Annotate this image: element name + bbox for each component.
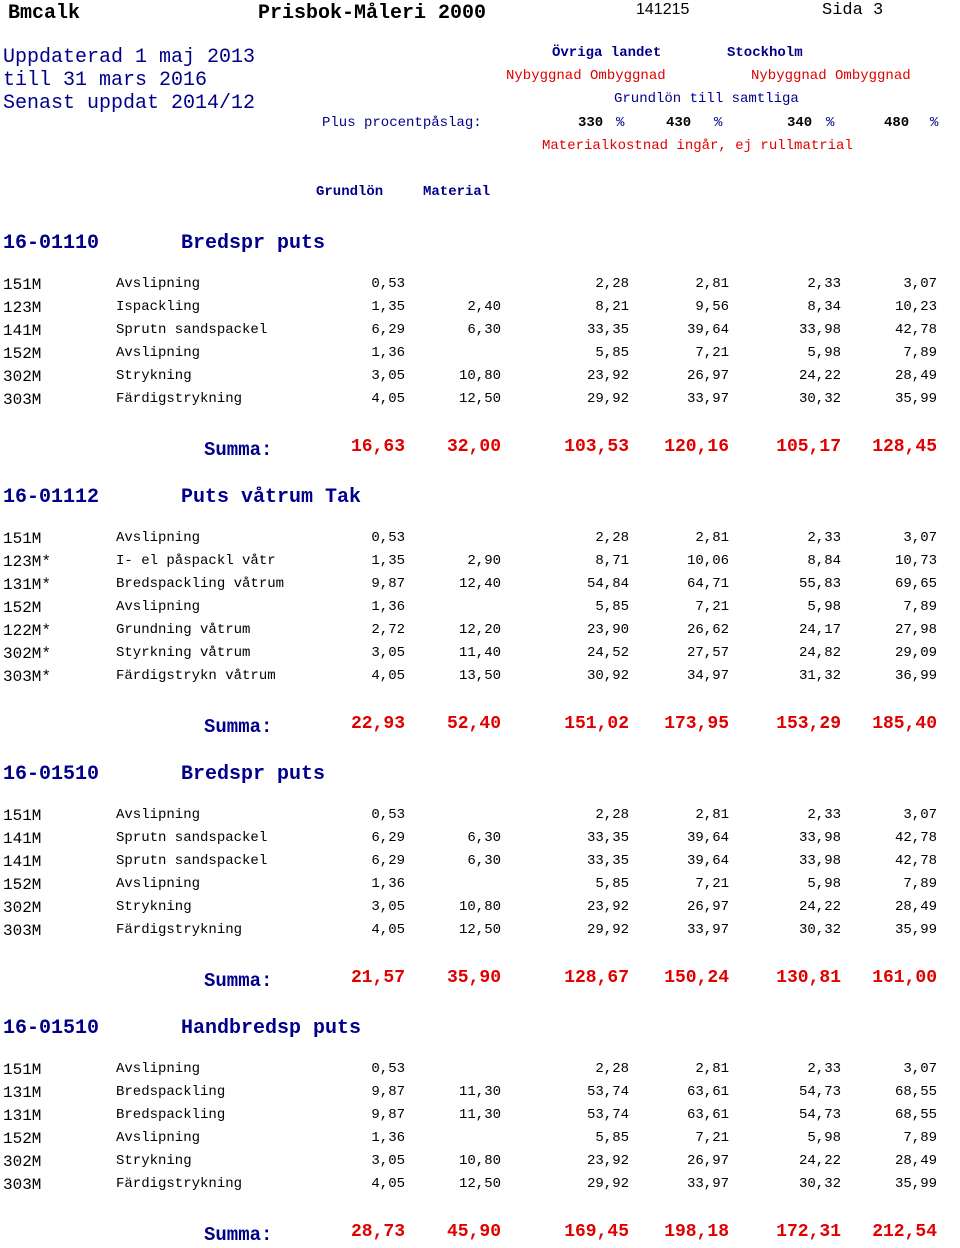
sum-ovriga-ombyggnad: 150,24	[664, 968, 729, 988]
pct-value-2: 430	[666, 115, 692, 131]
page-header	[0, 0, 960, 28]
stockholm-ombyggnad-price: 35,99	[894, 922, 937, 938]
stockholm-nybyggnad-price: 8,34	[807, 299, 841, 315]
ovriga-nybyggnad-price: 5,85	[595, 1130, 629, 1146]
material-value: 11,30	[458, 1107, 501, 1123]
item-description: Strykning	[116, 899, 192, 915]
ovriga-nybyggnad-price: 33,35	[586, 322, 629, 338]
ovriga-nybyggnad-price: 2,28	[595, 807, 629, 823]
stockholm-nybyggnad-price: 31,32	[798, 668, 841, 684]
ovriga-ombyggnad-price: 7,21	[695, 345, 729, 361]
stockholm-nybyggnad-price: 5,98	[807, 345, 841, 361]
stockholm-ombyggnad-price: 7,89	[903, 345, 937, 361]
grundlon-value: 4,05	[371, 391, 405, 407]
sum-material: 45,90	[446, 1222, 501, 1242]
ovriga-nybyggnad-price: 33,35	[586, 853, 629, 869]
item-description: Färdigstrykn våtrum	[116, 668, 276, 684]
material-note: Materialkostnad ingår, ej rullmatrial	[542, 138, 853, 154]
stockholm-ombyggnad-price: 28,49	[894, 368, 937, 384]
item-description: Sprutn sandspackel	[116, 853, 268, 869]
ovriga-ombyggnad-price: 26,97	[686, 1153, 729, 1169]
table-row	[0, 368, 960, 391]
item-description: Färdigstrykning	[116, 922, 243, 938]
item-description: Avslipning	[116, 530, 201, 546]
grundlon-value: 1,35	[371, 553, 405, 569]
stockholm-ombyggnad-price: 29,09	[894, 645, 937, 661]
stockholm-nybyggnad-price: 8,84	[807, 553, 841, 569]
grundlon-value: 2,72	[371, 622, 405, 638]
grundlon-value: 1,36	[371, 1130, 405, 1146]
pct-value-1: 330	[578, 115, 604, 131]
table-row	[0, 599, 960, 622]
stockholm-nybyggnad-price: 33,98	[798, 853, 841, 869]
pct-sign-4: %	[930, 115, 939, 131]
stockholm-ombyggnad-price: 35,99	[894, 1176, 937, 1192]
ovriga-nybyggnad-price: 23,90	[586, 622, 629, 638]
item-code: 303M*	[3, 668, 52, 686]
stockholm-nybyggnad-price: 2,33	[807, 530, 841, 546]
document-code: 141215	[636, 1, 690, 18]
material-value: 10,80	[458, 899, 501, 915]
section-id: 16-01510	[3, 1017, 100, 1040]
grundlon-value: 9,87	[371, 576, 405, 592]
table-row	[0, 899, 960, 922]
item-description: Strykning	[116, 368, 192, 384]
region-ovriga: Övriga landet	[552, 45, 662, 61]
material-value: 6,30	[467, 853, 501, 869]
stockholm-nybyggnad-price: 5,98	[807, 876, 841, 892]
section-summary	[0, 968, 960, 994]
stockholm-ombyggnad-price: 3,07	[903, 807, 937, 823]
table-row	[0, 345, 960, 368]
ovriga-nybyggnad-price: 5,85	[595, 345, 629, 361]
ovriga-ombyggnad-price: 26,62	[686, 622, 729, 638]
item-description: Avslipning	[116, 876, 201, 892]
ovriga-ombyggnad-price: 7,21	[695, 876, 729, 892]
stockholm-ombyggnad-price: 68,55	[894, 1107, 937, 1123]
sum-material: 35,90	[446, 968, 501, 988]
sum-grundlon: 22,93	[350, 714, 405, 734]
ovriga-ombyggnad-price: 7,21	[695, 1130, 729, 1146]
item-code: 303M	[3, 922, 42, 940]
ovriga-ombyggnad-price: 2,81	[695, 276, 729, 292]
section-summary	[0, 1222, 960, 1248]
summa-label: Summa:	[204, 439, 273, 461]
ovriga-nybyggnad-price: 8,71	[595, 553, 629, 569]
stockholm-ombyggnad-price: 42,78	[894, 322, 937, 338]
ovriga-nybyggnad-price: 54,84	[586, 576, 629, 592]
item-code: 152M	[3, 345, 42, 363]
grundlon-value: 0,53	[371, 1061, 405, 1077]
stockholm-nybyggnad-price: 2,33	[807, 1061, 841, 1077]
ovriga-nybyggnad-price: 23,92	[586, 368, 629, 384]
table-row	[0, 807, 960, 830]
ovriga-nybyggnad-price: 2,28	[595, 530, 629, 546]
item-code: 131M	[3, 1107, 42, 1125]
ovriga-ombyggnad-price: 63,61	[686, 1084, 729, 1100]
stockholm-nybyggnad-price: 24,17	[798, 622, 841, 638]
ovriga-nybyggnad-price: 30,92	[586, 668, 629, 684]
material-value: 2,90	[467, 553, 501, 569]
stockholm-nybyggnad-price: 55,83	[798, 576, 841, 592]
grundlon-value: 6,29	[371, 830, 405, 846]
stockholm-ombyggnad-price: 7,89	[903, 1130, 937, 1146]
table-row	[0, 1061, 960, 1084]
table-row	[0, 322, 960, 345]
sum-material: 32,00	[446, 437, 501, 457]
ovriga-ombyggnad-price: 64,71	[686, 576, 729, 592]
stockholm-nybyggnad-price: 24,82	[798, 645, 841, 661]
table-row	[0, 1153, 960, 1176]
ovriga-ombyggnad-price: 7,21	[695, 599, 729, 615]
item-description: Styrkning våtrum	[116, 645, 251, 661]
item-description: Avslipning	[116, 276, 201, 292]
ovriga-nybyggnad-price: 23,92	[586, 1153, 629, 1169]
item-description: Bredspackling våtrum	[116, 576, 285, 592]
last-update-line: Senast uppdat 2014/12	[3, 92, 256, 115]
material-value: 11,30	[458, 1084, 501, 1100]
ovriga-ombyggnad-price: 27,57	[686, 645, 729, 661]
ovriga-nybyggnad-price: 5,85	[595, 599, 629, 615]
item-code: 303M	[3, 1176, 42, 1194]
ovriga-ombyggnad-price: 2,81	[695, 530, 729, 546]
ovriga-nybyggnad-price: 2,28	[595, 1061, 629, 1077]
item-description: Färdigstrykning	[116, 391, 243, 407]
item-description: Avslipning	[116, 1061, 201, 1077]
section-header	[0, 763, 960, 789]
ovriga-ombyggnad-price: 26,97	[686, 368, 729, 384]
material-value: 12,40	[458, 576, 501, 592]
stockholm-nybyggnad-price: 5,98	[807, 1130, 841, 1146]
stockholm-nybyggnad-price: 33,98	[798, 322, 841, 338]
item-code: 302M	[3, 1153, 42, 1171]
item-code: 131M	[3, 1084, 42, 1102]
stockholm-ombyggnad-price: 36,99	[894, 668, 937, 684]
section-name: Bredspr puts	[181, 763, 326, 786]
item-code: 141M	[3, 322, 42, 340]
sum-grundlon: 21,57	[350, 968, 405, 988]
section-summary	[0, 437, 960, 463]
stockholm-ombyggnad-price: 3,07	[903, 530, 937, 546]
section-header	[0, 1017, 960, 1043]
material-value: 12,50	[458, 1176, 501, 1192]
table-row	[0, 576, 960, 599]
section-id: 16-01110	[3, 232, 100, 255]
stockholm-ombyggnad-price: 10,73	[894, 553, 937, 569]
ovriga-nybyggnad-price: 29,92	[586, 391, 629, 407]
app-name: Bmcalk	[8, 2, 81, 25]
section-name: Handbredsp puts	[181, 1017, 362, 1040]
ovriga-nybyggnad-price: 33,35	[586, 830, 629, 846]
item-code: 122M*	[3, 622, 52, 640]
sum-stockholm-nybyggnad: 105,17	[776, 437, 841, 457]
item-code: 152M	[3, 599, 42, 617]
pct-value-3: 340	[787, 115, 813, 131]
pct-sign-3: %	[826, 115, 835, 131]
material-value: 6,30	[467, 322, 501, 338]
sum-ovriga-nybyggnad: 103,53	[564, 437, 629, 457]
stockholm-nybyggnad-price: 2,33	[807, 276, 841, 292]
grundlon-value: 1,35	[371, 299, 405, 315]
item-code: 152M	[3, 1130, 42, 1148]
table-row	[0, 1130, 960, 1153]
table-row	[0, 622, 960, 645]
sum-stockholm-nybyggnad: 130,81	[776, 968, 841, 988]
table-row	[0, 922, 960, 945]
table-row	[0, 645, 960, 668]
ovriga-ombyggnad-price: 2,81	[695, 807, 729, 823]
stockholm-ombyggnad-price: 27,98	[894, 622, 937, 638]
item-code: 141M	[3, 830, 42, 848]
item-description: Avslipning	[116, 599, 201, 615]
item-code: 151M	[3, 276, 42, 294]
stockholm-ombyggnad-price: 69,65	[894, 576, 937, 592]
item-code: 303M	[3, 391, 42, 409]
stockholm-ombyggnad-price: 7,89	[903, 599, 937, 615]
table-row	[0, 853, 960, 876]
table-row	[0, 876, 960, 899]
stockholm-ombyggnad-price: 28,49	[894, 1153, 937, 1169]
ovriga-ombyggnad-price: 39,64	[686, 322, 729, 338]
stockholm-nybyggnad-price: 24,22	[798, 368, 841, 384]
sum-ovriga-ombyggnad: 120,16	[664, 437, 729, 457]
summa-label: Summa:	[204, 716, 273, 738]
table-row	[0, 276, 960, 299]
stockholm-nybyggnad-price: 30,32	[798, 922, 841, 938]
grundlon-value: 4,05	[371, 668, 405, 684]
ovriga-nybyggnad-price: 23,92	[586, 899, 629, 915]
stockholm-nybyggnad-price: 54,73	[798, 1084, 841, 1100]
item-description: Ispackling	[116, 299, 201, 315]
item-code: 152M	[3, 876, 42, 894]
sum-ovriga-ombyggnad: 173,95	[664, 714, 729, 734]
grundlon-value: 4,05	[371, 922, 405, 938]
item-code: 131M*	[3, 576, 52, 594]
ovriga-nybyggnad-price: 29,92	[586, 922, 629, 938]
stockholm-nybyggnad-price: 5,98	[807, 599, 841, 615]
sum-ovriga-nybyggnad: 128,67	[564, 968, 629, 988]
grundlon-value: 9,87	[371, 1084, 405, 1100]
stockholm-ombyggnad-price: 42,78	[894, 830, 937, 846]
material-value: 10,80	[458, 368, 501, 384]
grundlon-value: 6,29	[371, 853, 405, 869]
stockholm-ombyggnad-price: 3,07	[903, 276, 937, 292]
table-row	[0, 1107, 960, 1130]
grundlon-value: 9,87	[371, 1107, 405, 1123]
item-code: 151M	[3, 530, 42, 548]
item-description: Sprutn sandspackel	[116, 830, 268, 846]
sum-ovriga-ombyggnad: 198,18	[664, 1222, 729, 1242]
section-id: 16-01510	[3, 763, 100, 786]
section-header	[0, 232, 960, 258]
ovriga-nybyggnad-price: 53,74	[586, 1084, 629, 1100]
material-value: 10,80	[458, 1153, 501, 1169]
types-stockholm: Nybyggnad Ombyggnad	[751, 68, 911, 84]
grundlon-value: 0,53	[371, 807, 405, 823]
table-row	[0, 299, 960, 322]
ovriga-nybyggnad-price: 8,21	[595, 299, 629, 315]
table-row	[0, 668, 960, 691]
ovriga-ombyggnad-price: 34,97	[686, 668, 729, 684]
ovriga-ombyggnad-price: 33,97	[686, 1176, 729, 1192]
grundlon-value: 1,36	[371, 345, 405, 361]
item-code: 302M	[3, 368, 42, 386]
grundlon-value: 0,53	[371, 276, 405, 292]
ovriga-ombyggnad-price: 33,97	[686, 391, 729, 407]
item-description: Avslipning	[116, 1130, 201, 1146]
table-row	[0, 830, 960, 853]
ovriga-ombyggnad-price: 10,06	[686, 553, 729, 569]
table-row	[0, 530, 960, 553]
item-description: Bredspackling	[116, 1084, 226, 1100]
grundlon-value: 3,05	[371, 368, 405, 384]
item-code: 123M	[3, 299, 42, 317]
grundlon-value: 1,36	[371, 876, 405, 892]
stockholm-nybyggnad-price: 24,22	[798, 899, 841, 915]
item-description: Sprutn sandspackel	[116, 322, 268, 338]
grundlon-value: 3,05	[371, 1153, 405, 1169]
sum-stockholm-nybyggnad: 172,31	[776, 1222, 841, 1242]
summa-label: Summa:	[204, 970, 273, 992]
stockholm-ombyggnad-price: 3,07	[903, 1061, 937, 1077]
grundlon-value: 3,05	[371, 899, 405, 915]
stockholm-ombyggnad-price: 7,89	[903, 876, 937, 892]
ovriga-nybyggnad-price: 53,74	[586, 1107, 629, 1123]
sum-ovriga-nybyggnad: 169,45	[564, 1222, 629, 1242]
stockholm-nybyggnad-price: 33,98	[798, 830, 841, 846]
stockholm-nybyggnad-price: 30,32	[798, 391, 841, 407]
grundlon-value: 3,05	[371, 645, 405, 661]
ovriga-ombyggnad-price: 2,81	[695, 1061, 729, 1077]
sum-grundlon: 16,63	[350, 437, 405, 457]
ovriga-ombyggnad-price: 39,64	[686, 830, 729, 846]
section-name: Puts våtrum Tak	[181, 486, 362, 509]
material-value: 13,50	[458, 668, 501, 684]
stockholm-ombyggnad-price: 28,49	[894, 899, 937, 915]
stockholm-ombyggnad-price: 10,23	[894, 299, 937, 315]
item-code: 141M	[3, 853, 42, 871]
stockholm-ombyggnad-price: 35,99	[894, 391, 937, 407]
stockholm-nybyggnad-price: 24,22	[798, 1153, 841, 1169]
grundlon-value: 1,36	[371, 599, 405, 615]
ovriga-nybyggnad-price: 29,92	[586, 1176, 629, 1192]
grundlon-value: 6,29	[371, 322, 405, 338]
item-code: 151M	[3, 807, 42, 825]
item-description: Färdigstrykning	[116, 1176, 243, 1192]
stockholm-nybyggnad-price: 2,33	[807, 807, 841, 823]
sum-stockholm-ombyggnad: 128,45	[872, 437, 937, 457]
material-value: 6,30	[467, 830, 501, 846]
table-row	[0, 1176, 960, 1199]
page-number: Sida 3	[822, 1, 884, 20]
sum-material: 52,40	[446, 714, 501, 734]
pct-value-4: 480	[884, 115, 910, 131]
sum-stockholm-ombyggnad: 161,00	[872, 968, 937, 988]
pct-sign-1: %	[616, 115, 625, 131]
stockholm-ombyggnad-price: 42,78	[894, 853, 937, 869]
sum-ovriga-nybyggnad: 151,02	[564, 714, 629, 734]
pct-sign-2: %	[714, 115, 723, 131]
ovriga-nybyggnad-price: 24,52	[586, 645, 629, 661]
item-code: 302M*	[3, 645, 52, 663]
material-value: 2,40	[467, 299, 501, 315]
types-ovriga: Nybyggnad Ombyggnad	[506, 68, 666, 84]
item-description: I- el påspackl våtr	[116, 553, 276, 569]
ovriga-nybyggnad-price: 2,28	[595, 276, 629, 292]
section-summary	[0, 714, 960, 740]
sum-grundlon: 28,73	[350, 1222, 405, 1242]
grundlon-value: 0,53	[371, 530, 405, 546]
sum-stockholm-ombyggnad: 185,40	[872, 714, 937, 734]
material-value: 12,50	[458, 922, 501, 938]
ovriga-ombyggnad-price: 26,97	[686, 899, 729, 915]
material-value: 12,20	[458, 622, 501, 638]
sum-stockholm-ombyggnad: 212,54	[872, 1222, 937, 1242]
updated-line: Uppdaterad 1 maj 2013	[3, 46, 256, 69]
stockholm-nybyggnad-price: 30,32	[798, 1176, 841, 1192]
material-value: 11,40	[458, 645, 501, 661]
item-description: Grundning våtrum	[116, 622, 251, 638]
stockholm-ombyggnad-price: 68,55	[894, 1084, 937, 1100]
ovriga-ombyggnad-price: 63,61	[686, 1107, 729, 1123]
section-header	[0, 486, 960, 512]
region-stockholm: Stockholm	[727, 45, 803, 61]
material-value: 12,50	[458, 391, 501, 407]
ovriga-ombyggnad-price: 33,97	[686, 922, 729, 938]
section-name: Bredspr puts	[181, 232, 326, 255]
item-code: 151M	[3, 1061, 42, 1079]
valid-until-line: till 31 mars 2016	[3, 69, 208, 92]
ovriga-nybyggnad-price: 5,85	[595, 876, 629, 892]
sum-stockholm-nybyggnad: 153,29	[776, 714, 841, 734]
column-material: Material	[423, 184, 491, 200]
ovriga-ombyggnad-price: 9,56	[695, 299, 729, 315]
page-title: Prisbok-Måleri 2000	[258, 2, 487, 25]
table-row	[0, 1084, 960, 1107]
item-code: 123M*	[3, 553, 52, 571]
grundlon-value: 4,05	[371, 1176, 405, 1192]
item-description: Bredspackling	[116, 1107, 226, 1123]
summa-label: Summa:	[204, 1224, 273, 1246]
ovriga-ombyggnad-price: 39,64	[686, 853, 729, 869]
item-description: Avslipning	[116, 807, 201, 823]
section-id: 16-01112	[3, 486, 100, 509]
item-code: 302M	[3, 899, 42, 917]
item-description: Avslipning	[116, 345, 201, 361]
stockholm-nybyggnad-price: 54,73	[798, 1107, 841, 1123]
column-grundlon: Grundlön	[316, 184, 384, 200]
grundlon-note: Grundlön till samtliga	[614, 91, 799, 107]
table-row	[0, 391, 960, 414]
plus-label: Plus procentpåslag:	[322, 115, 482, 131]
item-description: Strykning	[116, 1153, 192, 1169]
table-row	[0, 553, 960, 576]
